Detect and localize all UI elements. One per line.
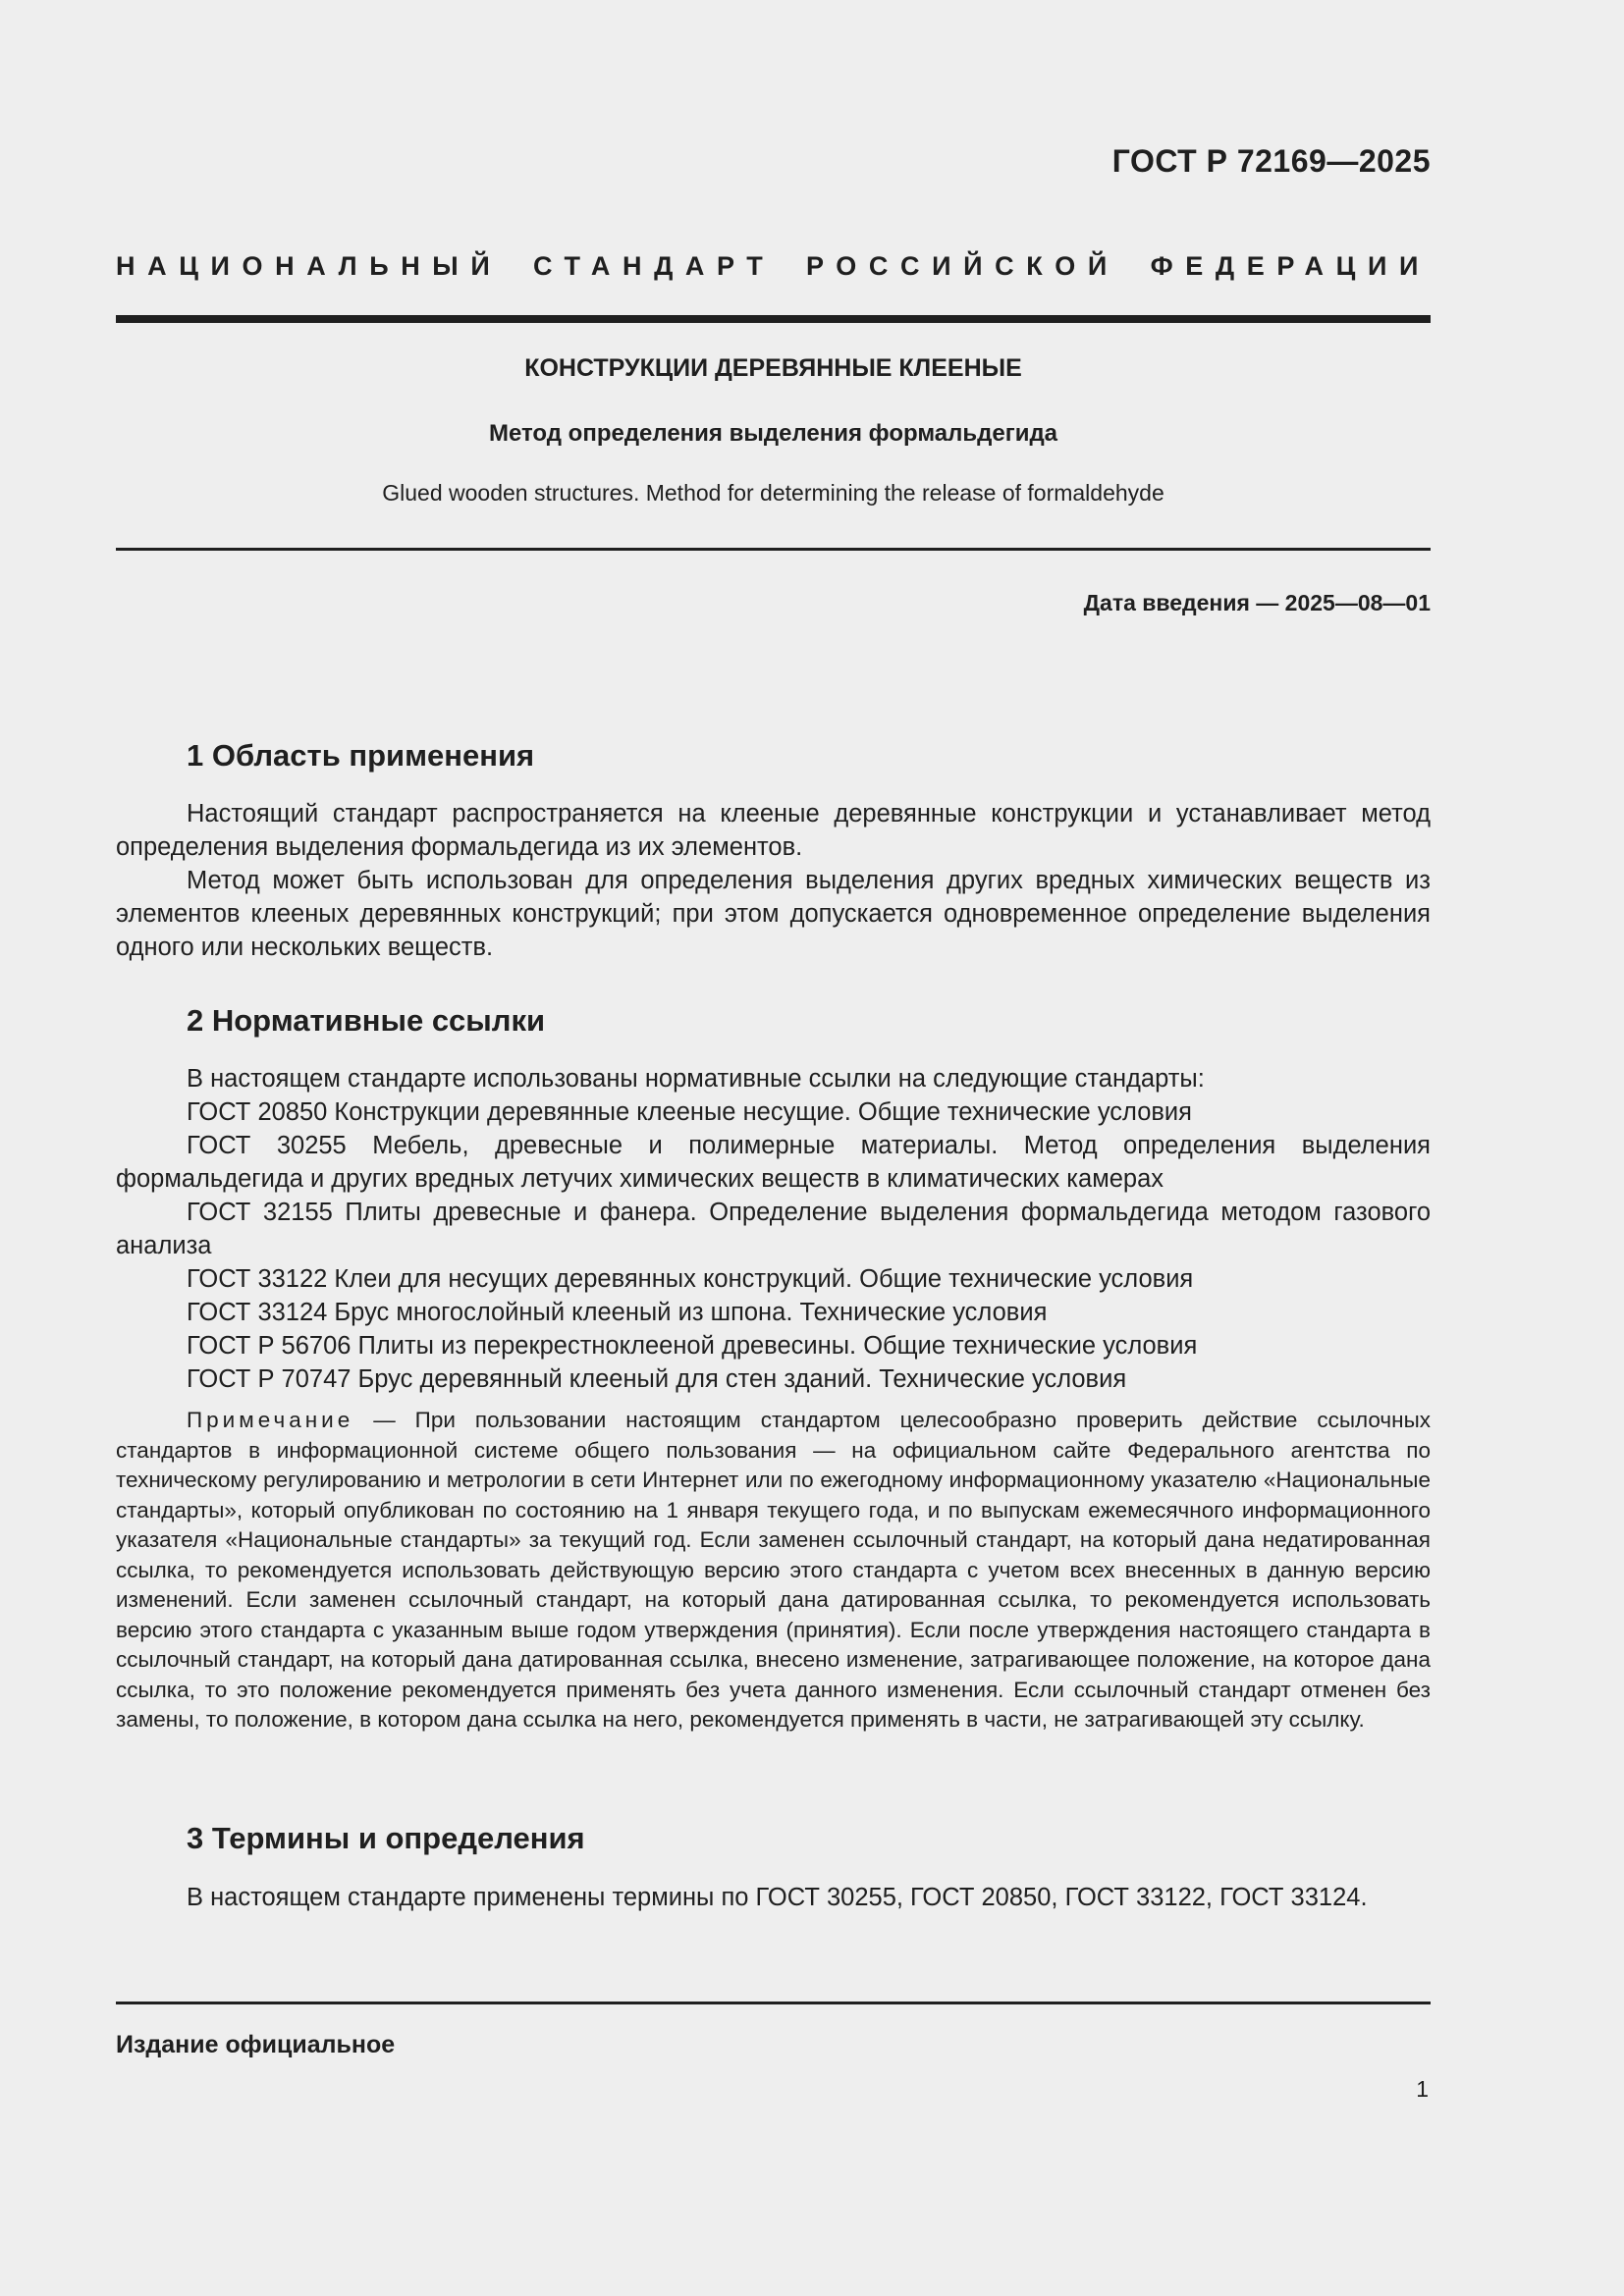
document-number: ГОСТ Р 72169—2025 [1111, 143, 1431, 179]
section-2-heading: 2 Нормативные ссылки [187, 1003, 546, 1038]
note-label: Примечание [187, 1408, 354, 1432]
section-1-heading: 1 Область применения [187, 738, 535, 773]
section-1-body [116, 797, 1431, 964]
reference-item: ГОСТ Р 56706 Плиты из перекрестноклееной древесины. Общие технические условия [187, 1332, 1198, 1360]
references-intro: В настоящем стандарте использованы нормативные ссылки на следующие стандарты: [187, 1065, 1205, 1093]
note-text: — При пользовании настоящим стандартом целесообразно проверить действие ссылочных стандартов в информационной системе общего пользования — на официальном сайте Федерального агентства по техническому регулированию и метрологии в сети Интернет или по ежегодному информационному указателю «Национальные стандарты», который опубликован по состоянию на 1 января текущего года, и по выпускам ежемесячного информационного указателя «Национальные стандарты» за текущий год. Если заменен ссылочный стандарт, на который дана недатированная ссылка, то рекомендуется использовать действующую версию этого стандарта с учетом всех внесенных в данную версию изменений. Если заменен ссылочный стандарт, на который дана датированная ссылка, то рекомендуется использовать версию этого стандарта с указанным выше годом утверждения (принятия). Если после утверждения настоящего стандарта в ссылочный стандарт, на который дана датированная ссылка, внесено изменение, затрагивающее положение, на которое дана ссылка, то это положение рекомендуется применять без учета данного изменения. Если ссылочный стандарт отменен без замены, то положение, в котором дана ссылка на него, рекомендуется применять в части, не затрагивающей эту ссылку. [116, 1408, 1431, 1732]
title-divider [116, 548, 1431, 551]
section-1-paragraph: Метод может быть использован для определения выделения других вредных химических веществ из элементов клееных деревянных конструкций; при этом допускается одновременное определение выделения одного или нескольких веществ. [116, 867, 1431, 961]
document-title: КОНСТРУКЦИИ ДЕРЕВЯННЫЕ КЛЕЕНЫЕ [524, 354, 1022, 382]
document-title-english: Glued wooden structures. Method for determining the release of formaldehyde [382, 480, 1164, 506]
document-subtitle: Метод определения выделения формальдегида [488, 420, 1058, 447]
section-1-paragraph: Настоящий стандарт распространяется на клееные деревянные конструкции и устанавливает метод определения выделения формальдегида из их элементов. [116, 800, 1431, 861]
reference-item: ГОСТ 32155 Плиты древесные и фанера. Определение выделения формальдегида методом газового анализа [116, 1199, 1431, 1259]
section-3-body [116, 1881, 1431, 1914]
header-divider [116, 315, 1431, 323]
section-3-heading: 3 Термины и определения [187, 1821, 585, 1855]
references-list [116, 1062, 1431, 1396]
page-number: 1 [1416, 2076, 1429, 2102]
introduction-date: Дата введения — 2025—08—01 [1083, 590, 1431, 615]
reference-item: ГОСТ 20850 Конструкции деревянные клееные несущие. Общие технические условия [187, 1098, 1192, 1126]
footer-divider [116, 2002, 1431, 2004]
section-3-paragraph: В настоящем стандарте применены термины по ГОСТ 30255, ГОСТ 20850, ГОСТ 33122, ГОСТ 33124. [187, 1884, 1368, 1911]
reference-item: ГОСТ 33124 Брус многослойный клееный из шпона. Технические условия [187, 1299, 1048, 1326]
reference-item: ГОСТ 33122 Клеи для несущих деревянных конструкций. Общие технические условия [187, 1265, 1194, 1293]
reference-item: ГОСТ Р 70747 Брус деревянный клееный для стен зданий. Технические условия [187, 1365, 1127, 1393]
reference-item: ГОСТ 30255 Мебель, древесные и полимерные материалы. Метод определения выделения формальдегида и других вредных летучих химических веществ в климатических камерах [116, 1132, 1431, 1193]
national-standard-title: НАЦИОНАЛЬНЫЙ СТАНДАРТ РОССИЙСКОЙ ФЕДЕРАЦИИ [116, 251, 1431, 281]
official-edition-label: Издание официальное [116, 2031, 396, 2058]
references-note [116, 1406, 1431, 1735]
